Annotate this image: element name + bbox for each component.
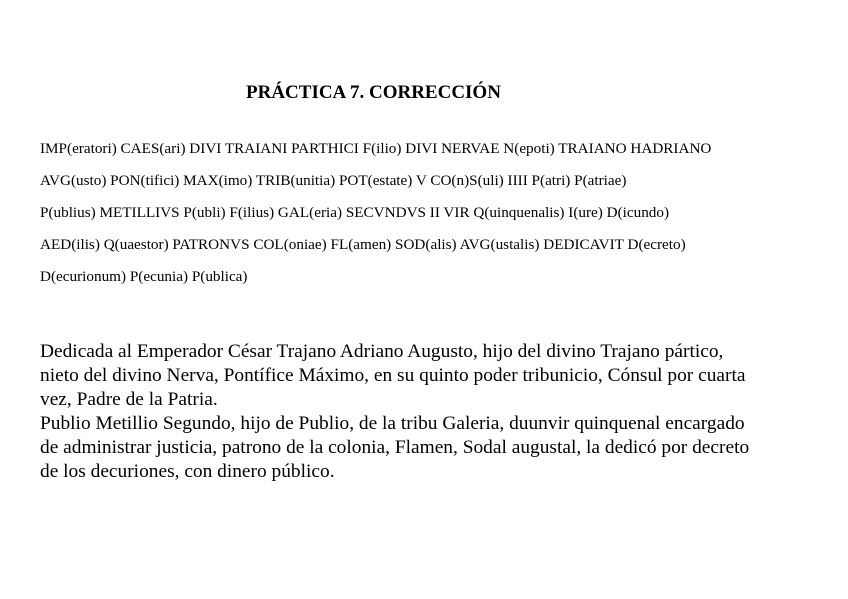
translation-line: nieto del divino Nerva, Pontífice Máximo, en su quinto poder tribunicio, Cónsul por cuarta [40, 365, 746, 386]
inscription-line: P(ublius) METILLIVS P(ubli) F(ilius) GAL(eria) SECVNDVS II VIR Q(uinquenalis) I(ure) D(icundo) [40, 204, 670, 221]
inscription-line: AVG(usto) PON(tifici) MAX(imo) TRIB(unitia) POT(estate) V CO(n)S(uli) IIII P(atri) P(atriae) [40, 172, 627, 189]
translation-line: Publio Metillio Segundo, hijo de Publio, de la tribu Galeria, duunvir quinquenal encargado [40, 413, 745, 434]
translation-line: Dedicada al Emperador César Trajano Adriano Augusto, hijo del divino Trajano pártico, [40, 341, 724, 362]
inscription-line: IMP(eratori) CAES(ari) DIVI TRAIANI PARTHICI F(ilio) DIVI NERVAE N(epoti) TRAIANO HADRIANO [40, 140, 712, 157]
inscription-line: AED(ilis) Q(uaestor) PATRONVS COL(oniae) FL(amen) SOD(alis) AVG(ustalis) DEDICAVIT D(ecreto) [40, 236, 686, 253]
inscription-line: D(ecurionum) P(ecunia) P(ublica) [40, 268, 248, 285]
page-title: PRÁCTICA 7. CORRECCIÓN [246, 82, 501, 103]
translation-line: de administrar justicia, patrono de la colonia, Flamen, Sodal augustal, la dedicó por decreto [40, 437, 750, 458]
translation-line: vez, Padre de la Patria. [40, 389, 218, 410]
latin-inscription [40, 133, 711, 293]
translation-line: de los decuriones, con dinero público. [40, 461, 335, 482]
spanish-translation [40, 340, 830, 484]
